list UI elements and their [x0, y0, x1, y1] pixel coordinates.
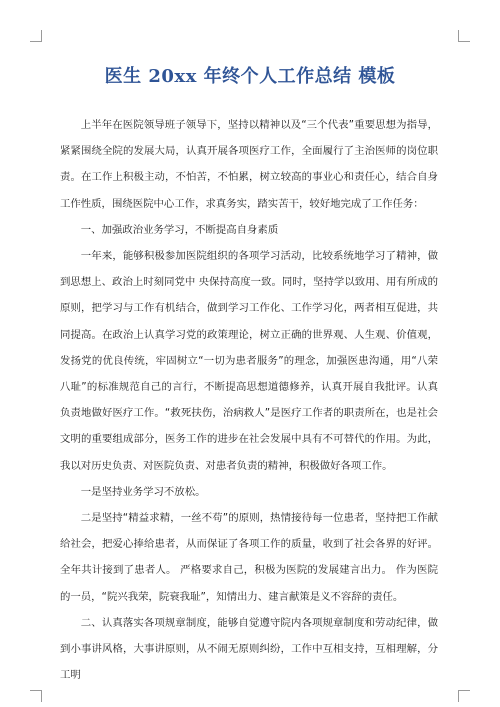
- paragraph-point-2: 二是坚持“精益求精，一丝不苟”的原则，热情接待每一位患者，坚持把工作献给社会，把爱心捧给患者，从而保证了各项工作的质量，收到了社会各界的好评。全年共计接到了患者人。 严格要求自己，积极为医院的发展建言出力。 作为医院的一员，“院兴我荣，院衰我耻”，知情出力、建言献策是义不容辞的责任。: [60, 512, 438, 603]
- section-heading-1: 一、加强政治业务学习，不断提高自身素质: [80, 223, 279, 236]
- crop-mark-top-left: [41, 30, 42, 42]
- document-body: [60, 112, 438, 688]
- paragraph-point-1: 一是坚持业务学习不放松。: [80, 485, 206, 498]
- crop-mark-bottom-right: [458, 690, 459, 702]
- document-title: 医生 20xx 年终个人工作总结 模板: [104, 66, 396, 87]
- paragraph-intro: 上半年在医院领导班子领导下，坚持以精神以及“三个代表”重要思想为指导，紧紧围绕全院的发展大局，认真开展各项医疗工作，全面履行了主治医师的岗位职责。在工作上积极主动，不怕苦，不怕累，树立较高的事业心和责任心，结合自身工作性质，围绕医院中心工作，求真务实，踏实苦干，较好地完成了工作任务：: [60, 119, 438, 210]
- paragraph-section-2: 二、认真落实各项规章制度，能够自觉遵守院内各项规章制度和劳动纪律，做到小事讲风格，大事讲原则，从不闹无原则纠纷，工作中互相支持，互相理解，分工明: [60, 616, 438, 682]
- paragraph-study: 一年来，能够积极参加医院组织的各项学习活动，比较系统地学习了精神，做到思想上、政治上时刻同党中 央保持高度一致。同时，坚持学以致用、用有所成的原则，把学习与工作有机结合，做到学习工作化、工作学习化，两者相互促进，共同提高。在政治上认真学习党的政策理论，树立正确的世界观、人生观、价值观，发扬党的优良传统，牢固树立“一切为患者服务”的理念，加强医患沟通，用“八荣八耻”的标准规范自己的言行，不断提高思想道德修养，认真开展自我批评。认真负责地做好医疗工作。“救死扶伤，治病救人”是医疗工作者的职责所在，也是社会文明的重要组成部分，医务工作的进步在社会发展中具有不可替代的作用。为此，我以对历史负责、对医院负责、对患者负责的精神，积极做好各项工作。: [60, 250, 438, 472]
- crop-mark-top-right: [458, 41, 470, 42]
- crop-mark-top-right: [458, 30, 459, 42]
- crop-mark-bottom-left: [41, 690, 42, 702]
- crop-mark-bottom-right: [458, 690, 470, 691]
